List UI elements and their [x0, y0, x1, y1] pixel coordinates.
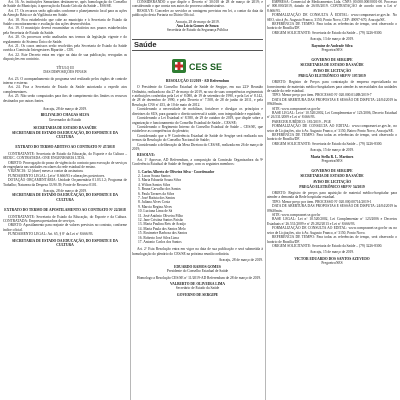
extract-paragraph: OBJETO: Prorrogação do prazo de vigência do contrato para execução de serviços de engenharia nas unidades escolares da rede estadual de ensino. [3, 160, 127, 169]
signature-role: Presidente do Conselho Estadual de Saúde [166, 269, 229, 274]
signature-role: Governador do Estado [48, 117, 82, 122]
agency-heading: GOVERNO DE SERGIPE [311, 58, 353, 63]
resolution-paragraph: Considerando a Lei Estadual nº 8.580, de 29 de outubro de 2019, que dispõe sobre a organização e funcionamento do Conselho Estadual de Saúde – CES/SE; [132, 116, 263, 125]
ces-logo-icon [172, 56, 224, 76]
notice-paragraph: FORMALIZAÇÃO DE CONSULTA À EDITAL: www.comprasnet.se.gov.br. No SEO, sito à Av. Augusto Franco, 3150, Ponto Novo, CEP: 49097-670, Aracaju/SE. [267, 13, 397, 22]
section-header-saude [132, 39, 263, 51]
signature-role: Secretário de Estado da Saúde [175, 286, 220, 291]
signature-name: Maria Stella R. L. Martinez [310, 154, 354, 159]
notice-paragraph: OBJETO: Registro de preços para aquisição de material médico-hospitalar para atender a demanda da Rede hospitalar estadual. [267, 191, 397, 200]
notice-paragraph: REFERÊNCIA DE TEMPO: Para todas as referências de tempo, será observado o horário de Brasília/DF. [267, 235, 397, 244]
resolution-paragraph: Considerando a necessidade de mobilizar, fortalecer e divulgar os princípios e diretrizes do SUS, para garantir o direito universal à saúde, com integralidade e equidade; [132, 107, 263, 116]
notice-paragraph: SITE: www.comprasnet.se.gov.br [272, 106, 321, 111]
signature-date: Aracaju, 28 de março de 2019. [42, 106, 88, 111]
extract-title: EXTRATO DO TERMO DE APOSTILAMENTO AO CONTRATO Nº 22/2018 [4, 208, 126, 213]
notice-paragraph: REFERÊNCIA DE TEMPO: Para todas as referências de tempo, será observado o horário de Brasília/DF. [267, 132, 397, 142]
signature-date: Aracaju, 28 de março de 2019. [175, 19, 220, 24]
list-item: 1. Carlos Alberto de Oliveira Silva - Coordenador [138, 169, 215, 174]
agency-heading: SECRETARIA DE ESTADO DA SAÚDE [300, 62, 364, 67]
notice-subtitle: PREGÃO ELETRÔNICO SRP Nº 54/2019 [299, 184, 365, 189]
extract-paragraph: FUNDAMENTO LEGAL: Lei nº 8.666/93 e alterações posteriores. [8, 173, 106, 178]
notice-paragraph: SITE: www.comprasnet.se.gov.br [272, 213, 321, 218]
homologation-paragraph: Homologo a Resolução CES/SE nº 11/2019-AD Referendum de 28 de março de 2019. [137, 275, 262, 280]
article-paragraph: Art. 22. Este Decreto entra em vigor na data de sua publicação, revogadas as disposições em contrário. [3, 52, 127, 62]
notice-paragraph: DATA DE ABERTURA DAS PROPOSTAS E SESSÃO DE DISPUTA: 24/04/2019 às 09h30min. [267, 204, 397, 213]
notice-paragraph: FORMALIZAÇÃO DE CONSULTA AO EDITAL: www.comprasnet.se.gov.br ou no setor de Licitações, sito à Av. Augusto Franco, nº 3150, Ponto Novo. [267, 226, 397, 235]
article-paragraph: Art. 16. As instituições Samaritans destinam-se, após homologação do Conselho de Saúde do Município, à aprovação da Estado Grícola da Saúde – ESS/SE. [3, 0, 127, 9]
list-item: 4. Wilton Santos Silva [138, 182, 171, 187]
article-paragraph: Art. 18. Fica estabelecido que cabe ao município e à Secretaria de Estado da Saúde o monitoramento e avaliação das ações desenvolvidas. [3, 17, 127, 27]
agency-heading: SECRETARIA DE ESTADO DA SAÚDE [33, 126, 97, 131]
signature-date: Aracaju, 15 de março de 2019. [309, 148, 355, 153]
article-paragraph: Art. 17. Os recursos serão aplicados conforme o planejamento local para as ações da Atenção Básica e da Vigilância em Saúde. [3, 8, 127, 18]
extract-paragraph: FUNDAMENTO LEGAL: Art. 65, § 8º da Lei nº 8.666/93. [8, 232, 94, 237]
resolution-paragraph: Considerando que a 9ª Conferência Estadual de Saúde de Sergipe será realizada nos termos da Resolução do Conselho Nacional de Saúde; [132, 133, 263, 143]
notice-paragraph: OBJETO: Registro de Preços para contratação de empresa especializada no fornecimento de materiais médico-hospitalares para atender às necessidades das unidades de saúde da rede estadual. [267, 80, 397, 93]
notice-paragraph: BASE LEGAL: Lei nº 10.520/2002, Lei Complementar nº 123/2006 e Decretos Estaduais nº 26.531/2009 e nº 29.282/2013 e Lei nº 8.666/93. [267, 217, 397, 226]
notice-paragraph: EMPRESA: Comercial de Medicamentos Ltda. CNPJ: 00.000.000/0001-00. Processo nº 000.000/2019, datado de 26/03/2019. CONTRATAÇÃO de acordo com a Lei nº 8.666/93. [267, 0, 397, 13]
signature-date: Aracaju, 13 de março de 2019. [309, 37, 355, 42]
list-item: 3. Maria Eduarda Souza Silva [138, 178, 182, 183]
list-item: 17. Antonio Carlos dos Santos [138, 240, 182, 245]
extract-paragraph: CONTRATANTE: Secretaria de Estado da Educação, do Esporte e da Cultura – SEDUC. CONTRATADA: ONE ENGENHARIA LTDA. [3, 151, 127, 161]
signature-date: Aracaju, 15 de março de 2019. [309, 250, 355, 255]
list-item: 14. Maria Paula dos Santos Melo [138, 226, 186, 231]
agency-heading: GOVERNO DE SERGIPE [311, 169, 353, 174]
resolution-title: RESOLUÇÃO 11/2019 - AD Referendum [165, 78, 230, 83]
signature-date: Aracaju, 28 de março de 2019. [218, 258, 263, 263]
article-paragraph: Art. 20. Os processos serão analisados nos termos da legislação vigente e do regulamento do Sistema Único de Saúde. [3, 35, 127, 44]
notice-paragraph: ORIGEM SOLICITANTE: Secretaria de Estado da Saúde – (79) 3226-8300. [272, 243, 383, 248]
notice-paragraph: ORIGEM SOLICITANTE: Secretaria de Estado da Saúde – (79) 3226-8300. [272, 141, 383, 146]
signature-name: EDUARDO RAMOS GOMES [174, 264, 221, 269]
notice-paragraph: BASE LEGAL: Lei nº 10.520/2002, Lei Complementar nº 123/2006, Decreto Estadual nº 26.531/2009 e Lei nº 8.666/93. [267, 110, 397, 120]
signature-name: Ana Lúcia Gomes de Souza [176, 24, 219, 29]
list-item: 13. Maria Paulina Reis de Araújo [138, 222, 186, 227]
resolution-paragraph: O Presidente do Conselho Estadual de Saúde de Sergipe, em sua 223ª Reunião Ordinária, realizada no dia 27 de março de 2019, no uso de suas competências regimentais e atribuições conferidas pela Lei nº 8.080, de 19 de setembro de 1990, e pela Lei nº 8.142, de 28 de dezembro de 1990, e pelo Decreto nº 7.508, de 28 de junho de 2011, e pela Resolução CNS nº 453, de 10 de maio de 2012. [132, 85, 263, 107]
notice-subtitle: PREGÃO ELETRÔNICO SRP Nº 107/2019 [298, 73, 366, 78]
article-paragraph: Art. 21. Os casos omissos serão resolvidos pela Secretaria de Estado da Saúde ouvida a Comissão Intergestores Bipartite – CIB. [3, 44, 127, 53]
article-paragraph: RESOLVE: Conceder ao servidor as vantagens previstas em lei, a contar da data da publicação desta Portaria no Diário Oficial. [132, 8, 263, 18]
list-item: 16. Roberto José Silva Lima [138, 235, 179, 240]
column-divider [265, 0, 266, 400]
list-item: 10. Luciana Lima de Sá [138, 209, 173, 214]
section-title: Saúde [134, 40, 157, 50]
list-item: 9. Marcia Regina Alves [138, 204, 172, 209]
column-left [3, 0, 129, 400]
list-item: 8. Juliana Alves Costa [138, 200, 170, 205]
extract-signature: SECRETARIA DE ESTADO DA EDUCAÇÃO, DO ESPORTE E DA CULTURA [11, 238, 119, 248]
extract-date: Aracaju, 28 de março de 2019. [42, 189, 88, 194]
member-list [138, 170, 263, 245]
title-subheading: DAS DISPOSIÇÕES FINAIS [43, 70, 87, 75]
signature-name: VALBERTO DE OLIVEIRA LIMA [170, 281, 225, 286]
list-item: 12. Jane Cristina Santos Paixão [138, 218, 184, 223]
list-item: 2. Lucas Souza Santos [138, 173, 171, 178]
list-item: 15. Rosimeire Barbosa dos Santos [138, 231, 188, 236]
signature-name: VICTOR EDUARDO DOS SANTOS AZEVEDO [294, 256, 370, 261]
extract-paragraph: VIGÊNCIA: 12 (doze) meses a contar da assinatura. [8, 169, 84, 174]
signature-role: Pregoeira/SES [321, 159, 343, 163]
article-paragraph: Art. 23. O acompanhamento do programa será realizado pelos órgãos de controle interno e externo. [3, 76, 127, 85]
logo-text: CES SE [188, 61, 222, 72]
agency-heading: SECRETARIA DE ESTADO DA EDUCAÇÃO, DO ESPORTE E DA CULTURA [11, 130, 119, 139]
list-item: 7. José Batista dos Santos [138, 196, 176, 200]
notice-paragraph: DATA DE ABERTURA DAS PROPOSTAS E SESSÃO DE DISPUTA: 24/04/2019 às 09h30min. [267, 97, 397, 107]
resolution-paragraph: Considerando a deliberação da Mesa Diretora do CES/SE, realizada em 26 de março de 2019; [132, 142, 263, 151]
extract-title: EXTRATO DO TERMO ADITIVO AO CONTRATO Nº 47/2018 [15, 145, 115, 150]
article-paragraph: Art. 25. Não serão computados para fins de cumprimento dos limites os recursos destinados por outras fontes. [3, 94, 127, 103]
signature-role: Pregoeira/SES [321, 48, 343, 53]
notice-paragraph: TIPO: Menor preço por item. PROCESSO Nº 020.000.01488/2019-7 [272, 93, 372, 98]
signature-name: Raymine de Andrade Silva [311, 43, 353, 48]
resolution-paragraph: Art. 1º Aprovar, AD Referendum, a composição da Comissão Organizadora da 9ª Conferência Estadual de Saúde de Sergipe, com os seguintes membros: [132, 157, 263, 167]
notice-paragraph: TIPO: Menor preço por item. PROCESSO Nº 020.000.00714/2019-1 [272, 199, 372, 204]
extract-paragraph: OBJETO: Apostilamento para reajuste de valores previstos no contrato, conforme índice oficial. [3, 223, 127, 232]
column-divider [130, 0, 131, 400]
list-item: 6. Paula Tavares da Silva [138, 191, 175, 196]
notice-paragraph: REFERÊNCIA DE TEMPO: Para todas as referências de tempo, será observado o horário de Brasília/DF. [267, 22, 397, 31]
agency-heading: GOVERNO DE SERGIPE [176, 292, 219, 297]
signature-role: Pregoeiro/SES [321, 261, 343, 266]
list-item: 5. Bruna Carvalho dos Santos [138, 187, 181, 192]
article-paragraph: CONSIDERANDO o que dispõe o Decreto nº 30.018 de 28 de março de 2019; e considerando o que consta nos autos do processo administrativo. [132, 0, 263, 9]
notice-title: AVISO DE LICITAÇÃO [312, 180, 352, 185]
notice-paragraph: FORMALIZAÇÃO DE CONSULTA AO EDITAL: www.comprasnet.se.gov.br, no setor de Licitações, sito à Av. Augusto Franco, nº 3150, Bairro Ponto Novo, Aracaju/SE. [267, 124, 397, 133]
notice-paragraph: ORIGEM SOLICITANTE: Secretaria de Estado da Saúde – (79) 3226-8300. [272, 30, 383, 35]
ces-logo [132, 56, 263, 76]
column-right [267, 0, 397, 400]
resolve-heading: RESOLVE: [137, 153, 156, 158]
signature-name: BELIVALDO CHAGAS SILVA [40, 113, 90, 118]
signature-role: Secretária de Estado da Segurança Pública [166, 28, 229, 33]
column-middle [132, 0, 263, 400]
decree-articles [3, 0, 127, 62]
article-paragraph: Art. 24. Fica a Secretaria de Estado da Saúde autorizada a expedir atos complementares. [3, 85, 127, 94]
resolution-paragraph: Art. 2º Esta Resolução entra em vigor na data de sua publicação e será submetida à homologação do plenário do CES/SE na próxima reunião ordinária. [132, 247, 263, 256]
list-item: 11. José Antônio Oliveira Filho [138, 213, 184, 218]
agency-heading: SECRETARIA DE ESTADO DA SAÚDE [300, 173, 364, 178]
extract-paragraph: DOTAÇÃO ORÇAMENTÁRIA: Unidade Orçamentária 01.03.1.2; Programa de Trabalho; Natureza da Despesa 33.90.39; Fonte de Recurso 0101. [3, 178, 127, 187]
article-paragraph: Art. 19. O município deverá encaminhar os relatórios nos prazos estabelecidos pela Secretaria de Estado da Saúde. [3, 26, 127, 35]
extract-paragraph: CONTRATANTE: Secretaria de Estado da Educação, do Esporte e da Cultura. CONTRATADA: Empresa prestadora de serviços. [3, 214, 127, 224]
notice-title: AVISO DE LICITAÇÃO [312, 69, 352, 74]
extract-signature: SECRETARIA DE ESTADO DA EDUCAÇÃO, DO ESPORTE E DA CULTURA [11, 193, 119, 202]
notice-paragraph: PARECER JURÍDICO: 181/2019 – PGE [272, 119, 331, 124]
title-heading: TÍTULO III [56, 65, 74, 70]
resolution-paragraph: Considerando o Regimento Interno do Conselho Estadual de Saúde – CES/SE, que estabelece as competências do plenário; [132, 124, 263, 134]
